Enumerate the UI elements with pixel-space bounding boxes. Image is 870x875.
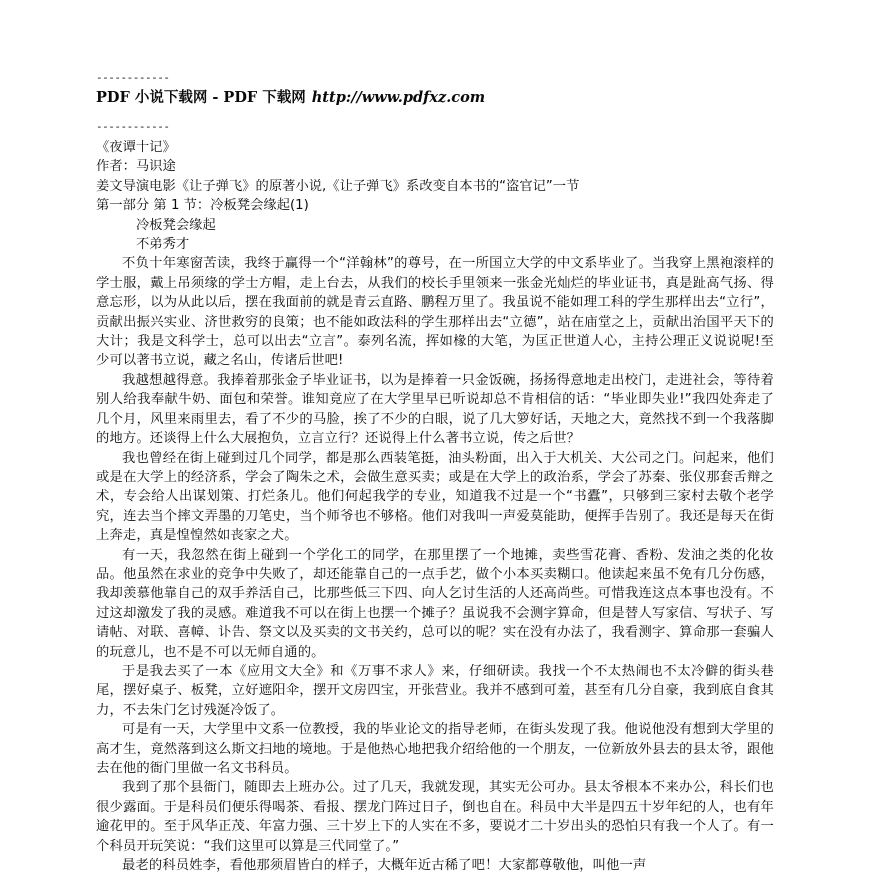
paragraph: 我到了那个县衙门，随即去上班办公。过了几天，我就发现，其实无公可办。县太爷根本不来办公，科长们也很少露面。于是科员们便乐得喝茶、看报、摆龙门阵过日子，倒也自在。科员中大半是四五十岁年纪的人，也有年逾花甲的。至于风华正茂、年富力强、三十岁上下的人实在不多，要说才二十岁出头的恐怕只有我一个人了。有一个科员开玩笑说：“我们这里可以算是三代同堂了。”	[96, 780, 774, 854]
document-meta	[96, 138, 774, 254]
chapter-heading: 第一部分 第 1 节：冷板凳会缘起(1)	[96, 198, 309, 214]
paragraph: 我越想越得意。我捧着那张金子毕业证书，以为是捧着一只金饭碗，扬扬得意地走出校门，走进社会，等待着别人给我奉献牛奶、面包和荣誉。谁知竟应了在大学里早已听说却总不肯相信的话：“毕业即失业!”我四处奔走了几个月，风里来雨里去，看了不少的马脸，挨了不少的白眼，说了几大箩好话，天地之大，竟然找不到一个我落脚的地方。还谈得上什么大展抱负，立言立行？还说得上什么著书立说，传之后世？	[96, 372, 774, 447]
paragraph: 不负十年寒窗苦读，我终于赢得一个“洋翰林”的尊号，在一所国立大学的中文系毕业了。当我穿上黑袍滚样的学士服，戴上吊须缘的学士方帽，走上台去，从我们的校长手里领来一张金光灿烂的毕业证书，真是趾高气扬、得意忘形，以为从此以后，摆在我面前的就是青云直路、鹏程万里了。我虽说不能如理工科的学生那样出去“立行”，贡献出振兴实业、济世救穷的良策；也不能如政法科的学生那样出去“立德”，站在庙堂之上，贡献出治国平天下的大计；我是文科学士，总可以出去“立言”。泰列名流，挥如椽的大笔，为匡正世道人心，主持公理正义说说呢!至少可以著书立说，藏之名山，传诸后世吧!	[96, 256, 774, 369]
subsection-title: 不弟秀才	[136, 237, 190, 253]
book-author: 作者：马识途	[96, 159, 176, 175]
rule-top: ------------	[96, 71, 170, 84]
section-title: 冷板凳会缘起	[136, 217, 216, 233]
paragraph: 有一天，我忽然在街上碰到一个学化工的同学，在那里摆了一个地摊，卖些雪花膏、香粉、发油之类的化妆品。他虽然在求业的竞争中失败了，却还能靠自己的一点手艺，做个小本买卖糊口。他读起来虽不免有几分伤感，我却羡慕他靠自己的双手养活自己，比那些低三下四、向人乞讨生活的人还高尚些。可惜我连这点本事也没有。不过这却激发了我的灵感。难道我不可以在街上也摆一个摊子？虽说我不会测字算命，但是替人写家信、写状子、写请帖、对联、喜幛、讣告、祭文以及买卖的文书关约，总可以的呢？实在没有办法了，我看测字、算命那一套骗人的玩意儿，也不是不可以无师自通的。	[96, 547, 774, 660]
paragraph: 于是我去买了一本《应用文大全》和《万事不求人》来，仔细研读。我找一个不太热闹也不太冷僻的街头巷尾，摆好桌子、板凳，立好遮阳伞，摆开文房四宝，开张营业。我并不感到可羞，甚至有几分自豪，我到底自食其力，不去朱门乞讨残涎冷饭了。	[96, 663, 774, 718]
paragraph: 最老的科员姓李，看他那须眉皆白的样子，大概年近古稀了吧！大家都尊敬他，叫他一声	[122, 858, 647, 874]
site-banner	[96, 86, 774, 107]
spacer	[96, 107, 774, 121]
book-note: 姜文导演电影《让子弹飞》的原著小说,《让子弹飞》系改变自本书的“盗官记”一节	[96, 178, 580, 194]
site-banner-url[interactable]: http://www.pdfxz.com	[311, 89, 486, 106]
paragraph: 可是有一天，大学里中文系一位教授，我的毕业论文的指导老师，在街头发现了我。他说他没有想到大学里的高才生，竟然落到这么斯文扫地的境地。于是他热心地把我介绍给他的一个朋友，一位新放外县去的县太爷，跟他去在他的衙门里做一名文书科员。	[96, 722, 774, 776]
paragraph: 我也曾经在街上碰到过几个同学，都是那么西装笔挺，油头粉面，出入于大机关、大公司之门。问起来，他们或是在大学上的经济系，学会了陶朱之术，会做生意买卖；或是在大学上的政治系，学会了苏秦、张仪那套舌辩之术，专会给人出谋划策、打烂条儿。他们何起我学的专业，知道我不过是一个“书蠹”，只够到三家村去敬个老学究，连去当个摔文弄墨的刀笔史，当个师爷也不够格。他们对我叫一声爱莫能助，便挥手告别了。我还是每天在街上奔走，真是惶惶然如丧家之犬。	[96, 450, 774, 544]
site-banner-text: PDF 小说下载网 - PDF 下载网	[96, 89, 306, 106]
rule-second: ------------	[96, 120, 170, 133]
book-title: 《夜谭十记》	[96, 140, 176, 155]
